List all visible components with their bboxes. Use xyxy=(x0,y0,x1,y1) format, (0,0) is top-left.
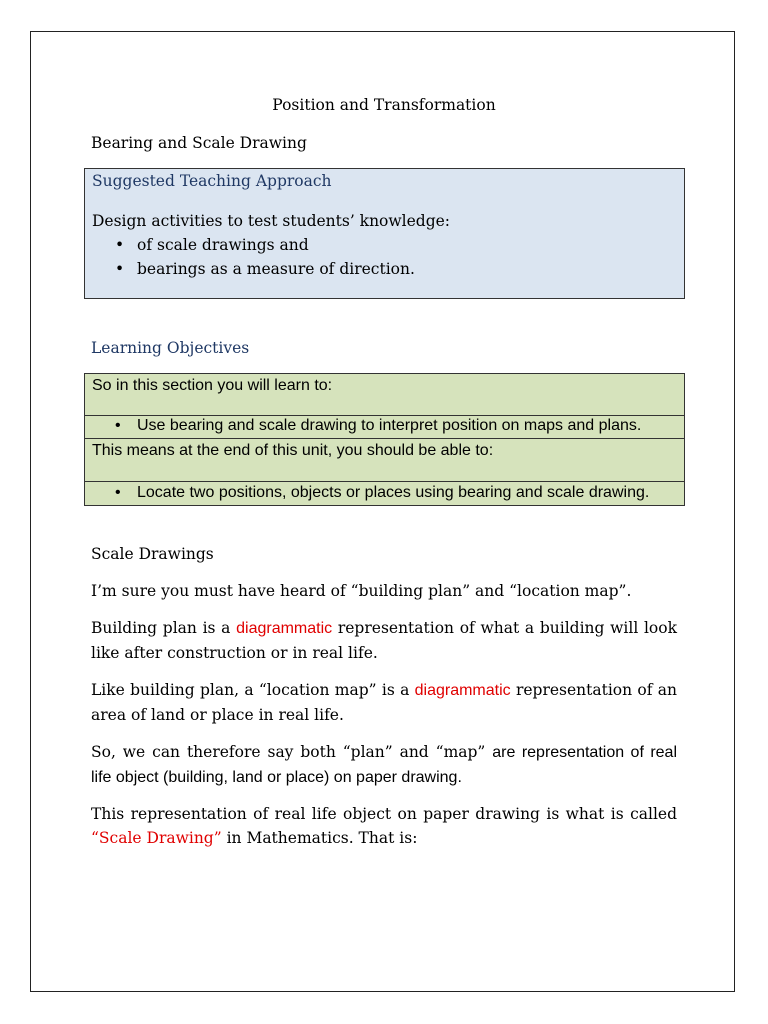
outcomes-row-intro xyxy=(84,439,685,482)
paragraph-3-end: representation of an area of land or place in real life. xyxy=(91,681,677,724)
document-body xyxy=(91,93,677,847)
outcomes-row-bullet xyxy=(84,482,685,506)
objectives-list xyxy=(92,416,677,436)
paragraph-5-end: in Mathematics. That is: xyxy=(221,829,418,847)
objectives-row-intro xyxy=(84,373,685,416)
paragraph-2-start: Building plan is a xyxy=(91,619,237,637)
approach-bullet: • of scale drawings and xyxy=(92,233,677,257)
objectives-intro-text: So in this section you will learn to: xyxy=(92,377,333,394)
highlight-term: diagrammatic xyxy=(236,620,333,637)
scale-drawing-term: “Scale Drawing” xyxy=(91,829,222,847)
approach-bullet: • bearings as a measure of direction. xyxy=(92,257,677,281)
paragraph-4-start: So, we can therefore say both “plan” and “map” xyxy=(91,743,493,761)
paragraph-2 xyxy=(91,616,677,665)
paragraph-3-start: Like building plan, a “location map” is a xyxy=(91,681,415,699)
page-title: Position and Transformation xyxy=(272,96,496,114)
scale-drawings-heading: Scale Drawings xyxy=(91,545,214,563)
outcomes-list xyxy=(92,482,677,504)
paragraph-1: I’m sure you must have heard of “building plan” and “location map”. xyxy=(91,582,632,600)
objectives-table xyxy=(84,373,685,506)
paragraph-4 xyxy=(91,740,677,790)
outcome-bullet: • Locate two positions, objects or places using bearing and scale drawing. xyxy=(92,482,677,504)
section-subtitle: Bearing and Scale Drawing xyxy=(91,134,307,152)
paragraph-4-emphasis: are representation of real life object (building, land or place) on paper drawing. xyxy=(91,744,677,786)
objectives-row-bullet xyxy=(84,416,685,439)
paragraph-5-start: This representation of real life object on paper drawing is what is called xyxy=(91,805,677,823)
approach-heading: Suggested Teaching Approach xyxy=(92,172,332,190)
objective-bullet: • Use bearing and scale drawing to interpret position on maps and plans. xyxy=(92,416,677,436)
highlight-term: diagrammatic xyxy=(414,682,511,699)
approach-list xyxy=(92,233,677,281)
outcomes-intro-text: This means at the end of this unit, you should be able to: xyxy=(92,442,494,459)
approach-intro: Design activities to test students’ knowledge: xyxy=(92,212,451,230)
paragraph-3 xyxy=(91,678,677,727)
paragraph-5 xyxy=(91,802,677,850)
teaching-approach-box xyxy=(84,168,685,299)
paragraph-2-end: representation of what a building will look like after construction or in real life. xyxy=(91,619,677,662)
objectives-heading: Learning Objectives xyxy=(91,339,250,357)
